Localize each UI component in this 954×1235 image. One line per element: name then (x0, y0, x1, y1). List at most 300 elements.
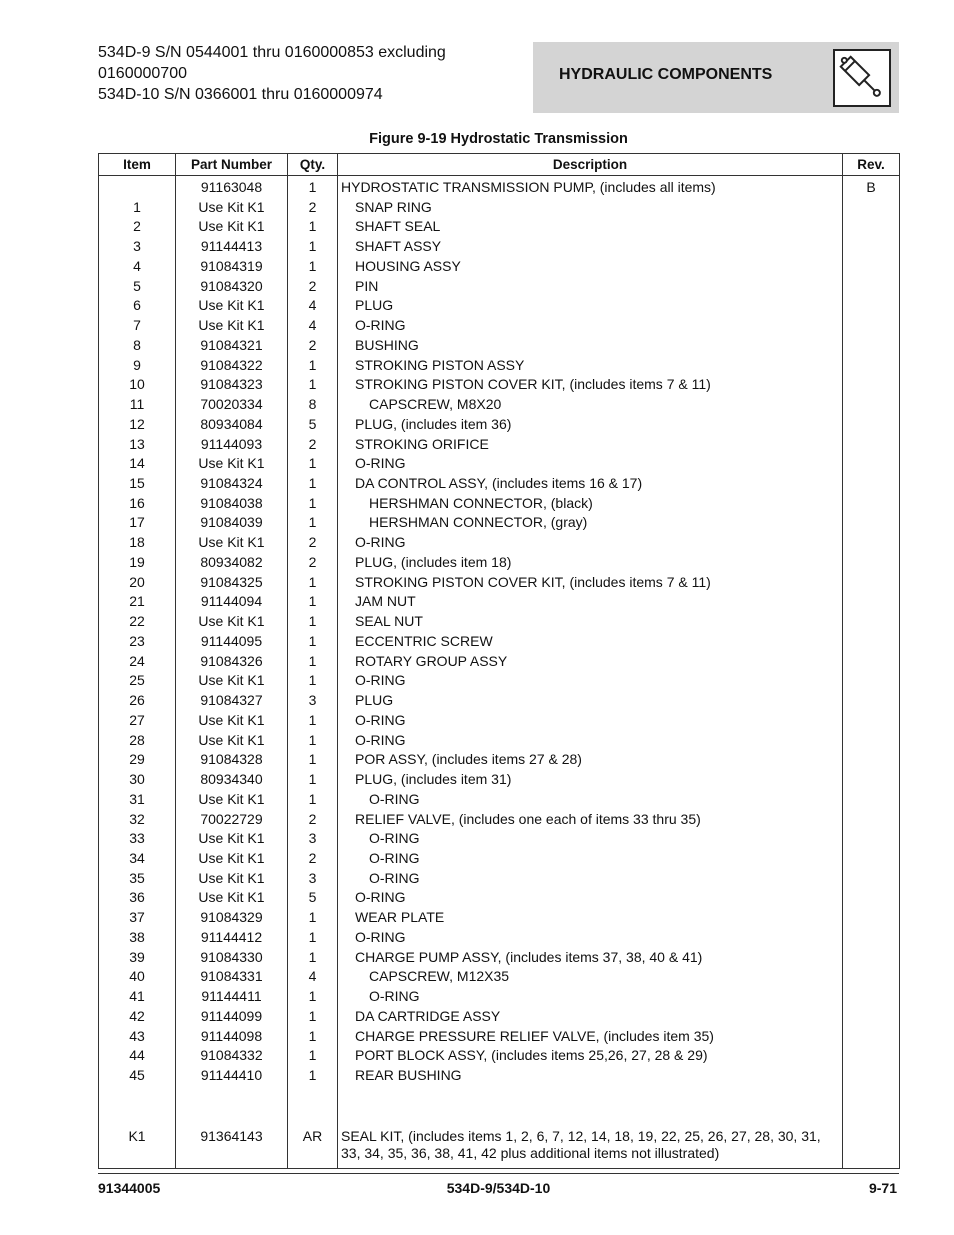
cell-rev (843, 652, 900, 672)
figure-title: Figure 9-19 Hydrostatic Transmission (369, 131, 628, 147)
description-text: STROKING PISTON COVER KIT, (includes items 7 & 11) (355, 573, 711, 590)
table-row (99, 928, 900, 948)
description-text: O-RING (355, 534, 406, 551)
cell-description (338, 849, 843, 869)
cell-part-number: Use Kit K1 (176, 533, 288, 553)
cell-item: 41 (99, 987, 176, 1007)
cell-qty: 1 (288, 731, 338, 751)
table-row (99, 217, 900, 237)
description-text: STROKING PISTON COVER KIT, (includes items 7 & 11) (355, 376, 711, 393)
cell-rev (843, 948, 900, 968)
table-row (99, 888, 900, 908)
cell-item: 36 (99, 888, 176, 908)
cell-part-number: 91084323 (176, 375, 288, 395)
description-text: O-RING (355, 672, 406, 689)
table-row (99, 592, 900, 612)
cell-qty: 1 (288, 1027, 338, 1047)
cell-qty: 1 (288, 474, 338, 494)
cell-qty: 1 (288, 513, 338, 533)
cell-qty: 1 (288, 711, 338, 731)
description-text: DA CARTRIDGE ASSY (355, 1007, 501, 1024)
table-row (99, 849, 900, 869)
cell-part-number: 91144410 (176, 1066, 288, 1086)
cell-part-number: 91144412 (176, 928, 288, 948)
description-text: STROKING ORIFICE (355, 435, 489, 452)
cell-rev (843, 375, 900, 395)
description-text: O-RING (355, 317, 406, 334)
cell-qty: 2 (288, 849, 338, 869)
table-row (99, 652, 900, 672)
cell-description (338, 237, 843, 257)
cell-qty: 1 (288, 612, 338, 632)
description-text: DA CONTROL ASSY, (includes items 16 & 17) (355, 475, 643, 492)
cell-item: 45 (99, 1066, 176, 1086)
col-header-rev: Rev. (843, 154, 900, 176)
cell-part-number: 91144094 (176, 592, 288, 612)
description-text: CAPSCREW, M12X35 (369, 968, 510, 985)
cell-part-number: Use Kit K1 (176, 849, 288, 869)
cell-item: 29 (99, 750, 176, 770)
cell-description (338, 415, 843, 435)
description-text: HOUSING ASSY (355, 257, 461, 274)
cell-rev (843, 513, 900, 533)
cell-item: K1 (99, 1126, 176, 1169)
description-text: STROKING PISTON ASSY (355, 356, 525, 373)
cell-item: 15 (99, 474, 176, 494)
table-row (99, 632, 900, 652)
cell-item: 40 (99, 967, 176, 987)
footer-doc-number: 91344005 (98, 1180, 161, 1196)
cell-part-number: 91084039 (176, 513, 288, 533)
table-row (99, 356, 900, 376)
cell-description (338, 336, 843, 356)
cell-description (338, 928, 843, 948)
cell-qty: 2 (288, 198, 338, 218)
cell-part-number: 91084038 (176, 494, 288, 514)
cell-description (338, 652, 843, 672)
table-row (99, 336, 900, 356)
serial-range (98, 42, 528, 105)
description-text: O-RING (355, 928, 406, 945)
cell-rev (843, 612, 900, 632)
description-text: SHAFT SEAL (355, 218, 441, 235)
cell-item: 32 (99, 810, 176, 830)
cell-description (338, 217, 843, 237)
cell-item: 17 (99, 513, 176, 533)
cell-qty: 1 (288, 928, 338, 948)
description-text: PLUG (355, 692, 394, 709)
cell-description (338, 454, 843, 474)
cell-item: 5 (99, 277, 176, 297)
table-row (99, 375, 900, 395)
cell-part-number: Use Kit K1 (176, 454, 288, 474)
page-footer (98, 1173, 899, 1204)
cell-rev (843, 474, 900, 494)
cell-item: 35 (99, 869, 176, 889)
cell-part-number: Use Kit K1 (176, 888, 288, 908)
hydraulic-cylinder-icon (833, 49, 891, 107)
cell-rev (843, 553, 900, 573)
cell-qty: 1 (288, 375, 338, 395)
col-header-item: Item (99, 154, 176, 176)
cell-qty: 1 (288, 671, 338, 691)
cell-part-number: 80934084 (176, 415, 288, 435)
cell-qty: AR (288, 1126, 338, 1169)
cell-description (338, 869, 843, 889)
cell-rev (843, 573, 900, 593)
cell-description (338, 790, 843, 810)
cell-item: 24 (99, 652, 176, 672)
cell-description (338, 375, 843, 395)
table-row (99, 869, 900, 889)
cell-item: 22 (99, 612, 176, 632)
table-row (99, 691, 900, 711)
cell-qty: 1 (288, 790, 338, 810)
cell-part-number: Use Kit K1 (176, 731, 288, 751)
cell-item: 12 (99, 415, 176, 435)
cell-qty: 4 (288, 967, 338, 987)
cell-qty: 1 (288, 1046, 338, 1066)
cell-item: 6 (99, 296, 176, 316)
cell-part-number: 91084329 (176, 908, 288, 928)
cell-rev (843, 296, 900, 316)
table-body (99, 176, 900, 1169)
cell-item (99, 176, 176, 198)
cell-qty: 1 (288, 908, 338, 928)
table-header (99, 154, 900, 176)
table-row (99, 573, 900, 593)
cell-item: 31 (99, 790, 176, 810)
cell-rev (843, 928, 900, 948)
cell-qty: 4 (288, 316, 338, 336)
cell-part-number: Use Kit K1 (176, 316, 288, 336)
cell-rev (843, 750, 900, 770)
cell-part-number: 91084326 (176, 652, 288, 672)
cell-qty: 1 (288, 592, 338, 612)
table-row (99, 553, 900, 573)
cell-item: 10 (99, 375, 176, 395)
table-row (99, 513, 900, 533)
cell-item: 25 (99, 671, 176, 691)
cell-part-number: 91144095 (176, 632, 288, 652)
cell-rev: B (843, 176, 900, 198)
table-row (99, 671, 900, 691)
cell-item: 13 (99, 435, 176, 455)
cell-part-number: 80934082 (176, 553, 288, 573)
cell-qty: 1 (288, 652, 338, 672)
cell-part-number: 91144099 (176, 1007, 288, 1027)
cell-part-number: 91144411 (176, 987, 288, 1007)
cell-part-number: 91084322 (176, 356, 288, 376)
cell-description (338, 632, 843, 652)
cell-description (338, 198, 843, 218)
cell-part-number: 91144098 (176, 1027, 288, 1047)
table-row (99, 731, 900, 751)
cell-item: 33 (99, 829, 176, 849)
description-text: REAR BUSHING (355, 1067, 462, 1084)
table-row (99, 612, 900, 632)
cell-description (338, 513, 843, 533)
cell-item: 20 (99, 573, 176, 593)
empty-cell (288, 1086, 338, 1126)
cell-part-number: 91084325 (176, 573, 288, 593)
description-text: CHARGE PRESSURE RELIEF VALVE, (includes item 35) (355, 1027, 714, 1044)
cell-description: SEAL KIT, (includes items 1, 2, 6, 7, 12, 14, 18, 19, 22, 25, 26, 27, 28, 30, 31, 33, 34, 35, 36, 38, 41, 42 plus additional items not illustrated) (338, 1126, 843, 1169)
cell-part-number: Use Kit K1 (176, 671, 288, 691)
table-row (99, 176, 900, 198)
cell-qty: 1 (288, 632, 338, 652)
cell-part-number: Use Kit K1 (176, 829, 288, 849)
cell-item: 8 (99, 336, 176, 356)
description-text: WEAR PLATE (355, 909, 445, 926)
description-text: PIN (355, 277, 379, 294)
cell-description (338, 770, 843, 790)
cell-description (338, 691, 843, 711)
cell-description (338, 533, 843, 553)
cell-item: 30 (99, 770, 176, 790)
table-row (99, 198, 900, 218)
table-row (99, 1027, 900, 1047)
description-text: O-RING (369, 988, 420, 1005)
cell-qty: 1 (288, 770, 338, 790)
cell-part-number: 80934340 (176, 770, 288, 790)
cell-qty: 1 (288, 257, 338, 277)
cell-part-number: 70020334 (176, 395, 288, 415)
cell-part-number: Use Kit K1 (176, 612, 288, 632)
description-text: O-RING (355, 889, 406, 906)
description-text: HYDROSTATIC TRANSMISSION PUMP, (includes all items) (341, 179, 716, 195)
cell-part-number: Use Kit K1 (176, 711, 288, 731)
cell-rev (843, 987, 900, 1007)
cell-item: 23 (99, 632, 176, 652)
cell-qty: 2 (288, 336, 338, 356)
cell-part-number: Use Kit K1 (176, 198, 288, 218)
cell-description (338, 731, 843, 751)
description-text: PLUG, (includes item 31) (355, 771, 512, 788)
cell-item: 11 (99, 395, 176, 415)
cell-description (338, 592, 843, 612)
cell-item: 37 (99, 908, 176, 928)
cell-description (338, 967, 843, 987)
description-text: PLUG (355, 297, 394, 314)
cell-qty: 4 (288, 296, 338, 316)
cell-description (338, 888, 843, 908)
section-title: HYDRAULIC COMPONENTS (559, 66, 773, 83)
cell-item: 14 (99, 454, 176, 474)
cell-rev (843, 849, 900, 869)
cell-qty: 1 (288, 176, 338, 198)
cell-rev (843, 810, 900, 830)
cell-description (338, 277, 843, 297)
cell-qty: 1 (288, 1066, 338, 1086)
description-text: POR ASSY, (includes items 27 & 28) (355, 751, 582, 768)
cell-rev (843, 237, 900, 257)
cell-description (338, 435, 843, 455)
footer-model: 534D-9/534D-10 (446, 1180, 551, 1196)
description-text: JAM NUT (355, 593, 416, 610)
cell-rev (843, 198, 900, 218)
cell-item: 7 (99, 316, 176, 336)
cell-part-number: 91144093 (176, 435, 288, 455)
cell-item: 1 (99, 198, 176, 218)
cell-rev (843, 1046, 900, 1066)
cell-rev (843, 790, 900, 810)
cell-rev (843, 277, 900, 297)
cell-rev (843, 1007, 900, 1027)
cell-qty: 2 (288, 435, 338, 455)
cell-part-number: 91144413 (176, 237, 288, 257)
spacer-row (99, 1086, 900, 1126)
description-text: O-RING (369, 790, 420, 807)
description-text: O-RING (355, 455, 406, 472)
cell-item: 38 (99, 928, 176, 948)
table-row (99, 454, 900, 474)
description-text: BUSHING (355, 336, 419, 353)
table-row (99, 987, 900, 1007)
cell-item: 27 (99, 711, 176, 731)
cell-description (338, 395, 843, 415)
cell-description (338, 671, 843, 691)
cell-rev (843, 454, 900, 474)
cell-rev (843, 533, 900, 553)
table-row (99, 435, 900, 455)
description-text: ROTARY GROUP ASSY (355, 652, 508, 669)
table-row (99, 1066, 900, 1086)
cell-rev (843, 316, 900, 336)
cell-description (338, 474, 843, 494)
cell-rev (843, 257, 900, 277)
serial-line: 534D-9 S/N 0544001 thru 0160000853 excluding (98, 44, 446, 61)
cell-rev (843, 217, 900, 237)
cell-rev (843, 356, 900, 376)
description-text: CHARGE PUMP ASSY, (includes items 37, 38, 40 & 41) (355, 948, 703, 965)
cell-description (338, 316, 843, 336)
description-text: SEAL NUT (355, 613, 423, 630)
cell-part-number: 91084324 (176, 474, 288, 494)
table-row (99, 474, 900, 494)
cell-part-number: 91084332 (176, 1046, 288, 1066)
cell-part-number: 91084327 (176, 691, 288, 711)
cell-part-number: Use Kit K1 (176, 217, 288, 237)
cell-rev (843, 415, 900, 435)
cell-item: 9 (99, 356, 176, 376)
cell-item: 28 (99, 731, 176, 751)
table-row (99, 829, 900, 849)
cell-rev (843, 435, 900, 455)
table-row (99, 316, 900, 336)
description-text: RELIEF VALVE, (includes one each of items 33 thru 35) (355, 810, 701, 827)
description-text: O-RING (369, 830, 420, 847)
table-row (99, 967, 900, 987)
cell-rev (843, 711, 900, 731)
cell-qty: 2 (288, 553, 338, 573)
cell-item: 44 (99, 1046, 176, 1066)
cell-item: 19 (99, 553, 176, 573)
cell-description (338, 711, 843, 731)
cell-rev (843, 1066, 900, 1086)
cell-item: 42 (99, 1007, 176, 1027)
section-header (533, 42, 899, 113)
cell-description (338, 494, 843, 514)
cell-item: 2 (99, 217, 176, 237)
description-text: SHAFT ASSY (355, 238, 442, 255)
col-header-description: Description (338, 154, 843, 176)
table-row (99, 237, 900, 257)
cell-description (338, 296, 843, 316)
empty-cell (176, 1086, 288, 1126)
table-row (99, 770, 900, 790)
cell-item: 21 (99, 592, 176, 612)
col-header-qty: Qty. (288, 154, 338, 176)
empty-cell (338, 1086, 843, 1126)
cell-rev (843, 1027, 900, 1047)
table-row (99, 533, 900, 553)
cell-qty: 1 (288, 494, 338, 514)
cell-rev (843, 908, 900, 928)
description-text: O-RING (355, 731, 406, 748)
cell-qty: 1 (288, 356, 338, 376)
table-row (99, 494, 900, 514)
cell-qty: 5 (288, 415, 338, 435)
cell-rev (843, 691, 900, 711)
cell-description (338, 810, 843, 830)
cell-description (338, 1046, 843, 1066)
cell-rev (843, 967, 900, 987)
footer-page-number: 9-71 (868, 1180, 897, 1196)
cell-description (338, 750, 843, 770)
col-header-part-number: Part Number (176, 154, 288, 176)
cell-description (338, 356, 843, 376)
kit-row (99, 1126, 900, 1169)
cell-description (338, 908, 843, 928)
table-row (99, 750, 900, 770)
description-text: O-RING (369, 849, 420, 866)
cell-qty: 2 (288, 533, 338, 553)
cell-qty: 1 (288, 987, 338, 1007)
cell-part-number: 91084330 (176, 948, 288, 968)
cell-description (338, 948, 843, 968)
cell-part-number: Use Kit K1 (176, 869, 288, 889)
cell-qty: 3 (288, 691, 338, 711)
cell-qty: 1 (288, 573, 338, 593)
cell-description (338, 612, 843, 632)
cell-qty: 1 (288, 237, 338, 257)
cell-item: 18 (99, 533, 176, 553)
cell-rev (843, 632, 900, 652)
cell-description (338, 987, 843, 1007)
cell-rev (843, 395, 900, 415)
description-text: PLUG, (includes item 36) (355, 415, 512, 432)
description-text: PLUG, (includes item 18) (355, 553, 512, 570)
cell-rev (843, 494, 900, 514)
description-text: PORT BLOCK ASSY, (includes items 25,26, 27, 28 & 29) (355, 1047, 708, 1064)
cell-description (338, 1007, 843, 1027)
table-row (99, 948, 900, 968)
cell-qty: 2 (288, 810, 338, 830)
cell-rev (843, 671, 900, 691)
table-row (99, 1007, 900, 1027)
cell-part-number: 91084328 (176, 750, 288, 770)
cell-rev (843, 336, 900, 356)
cell-rev (843, 869, 900, 889)
cell-item: 34 (99, 849, 176, 869)
description-text: ECCENTRIC SCREW (355, 632, 493, 649)
cell-rev (843, 888, 900, 908)
cell-description (338, 176, 843, 198)
parts-table (98, 153, 900, 1169)
cell-qty: 3 (288, 829, 338, 849)
description-text: O-RING (369, 869, 420, 886)
